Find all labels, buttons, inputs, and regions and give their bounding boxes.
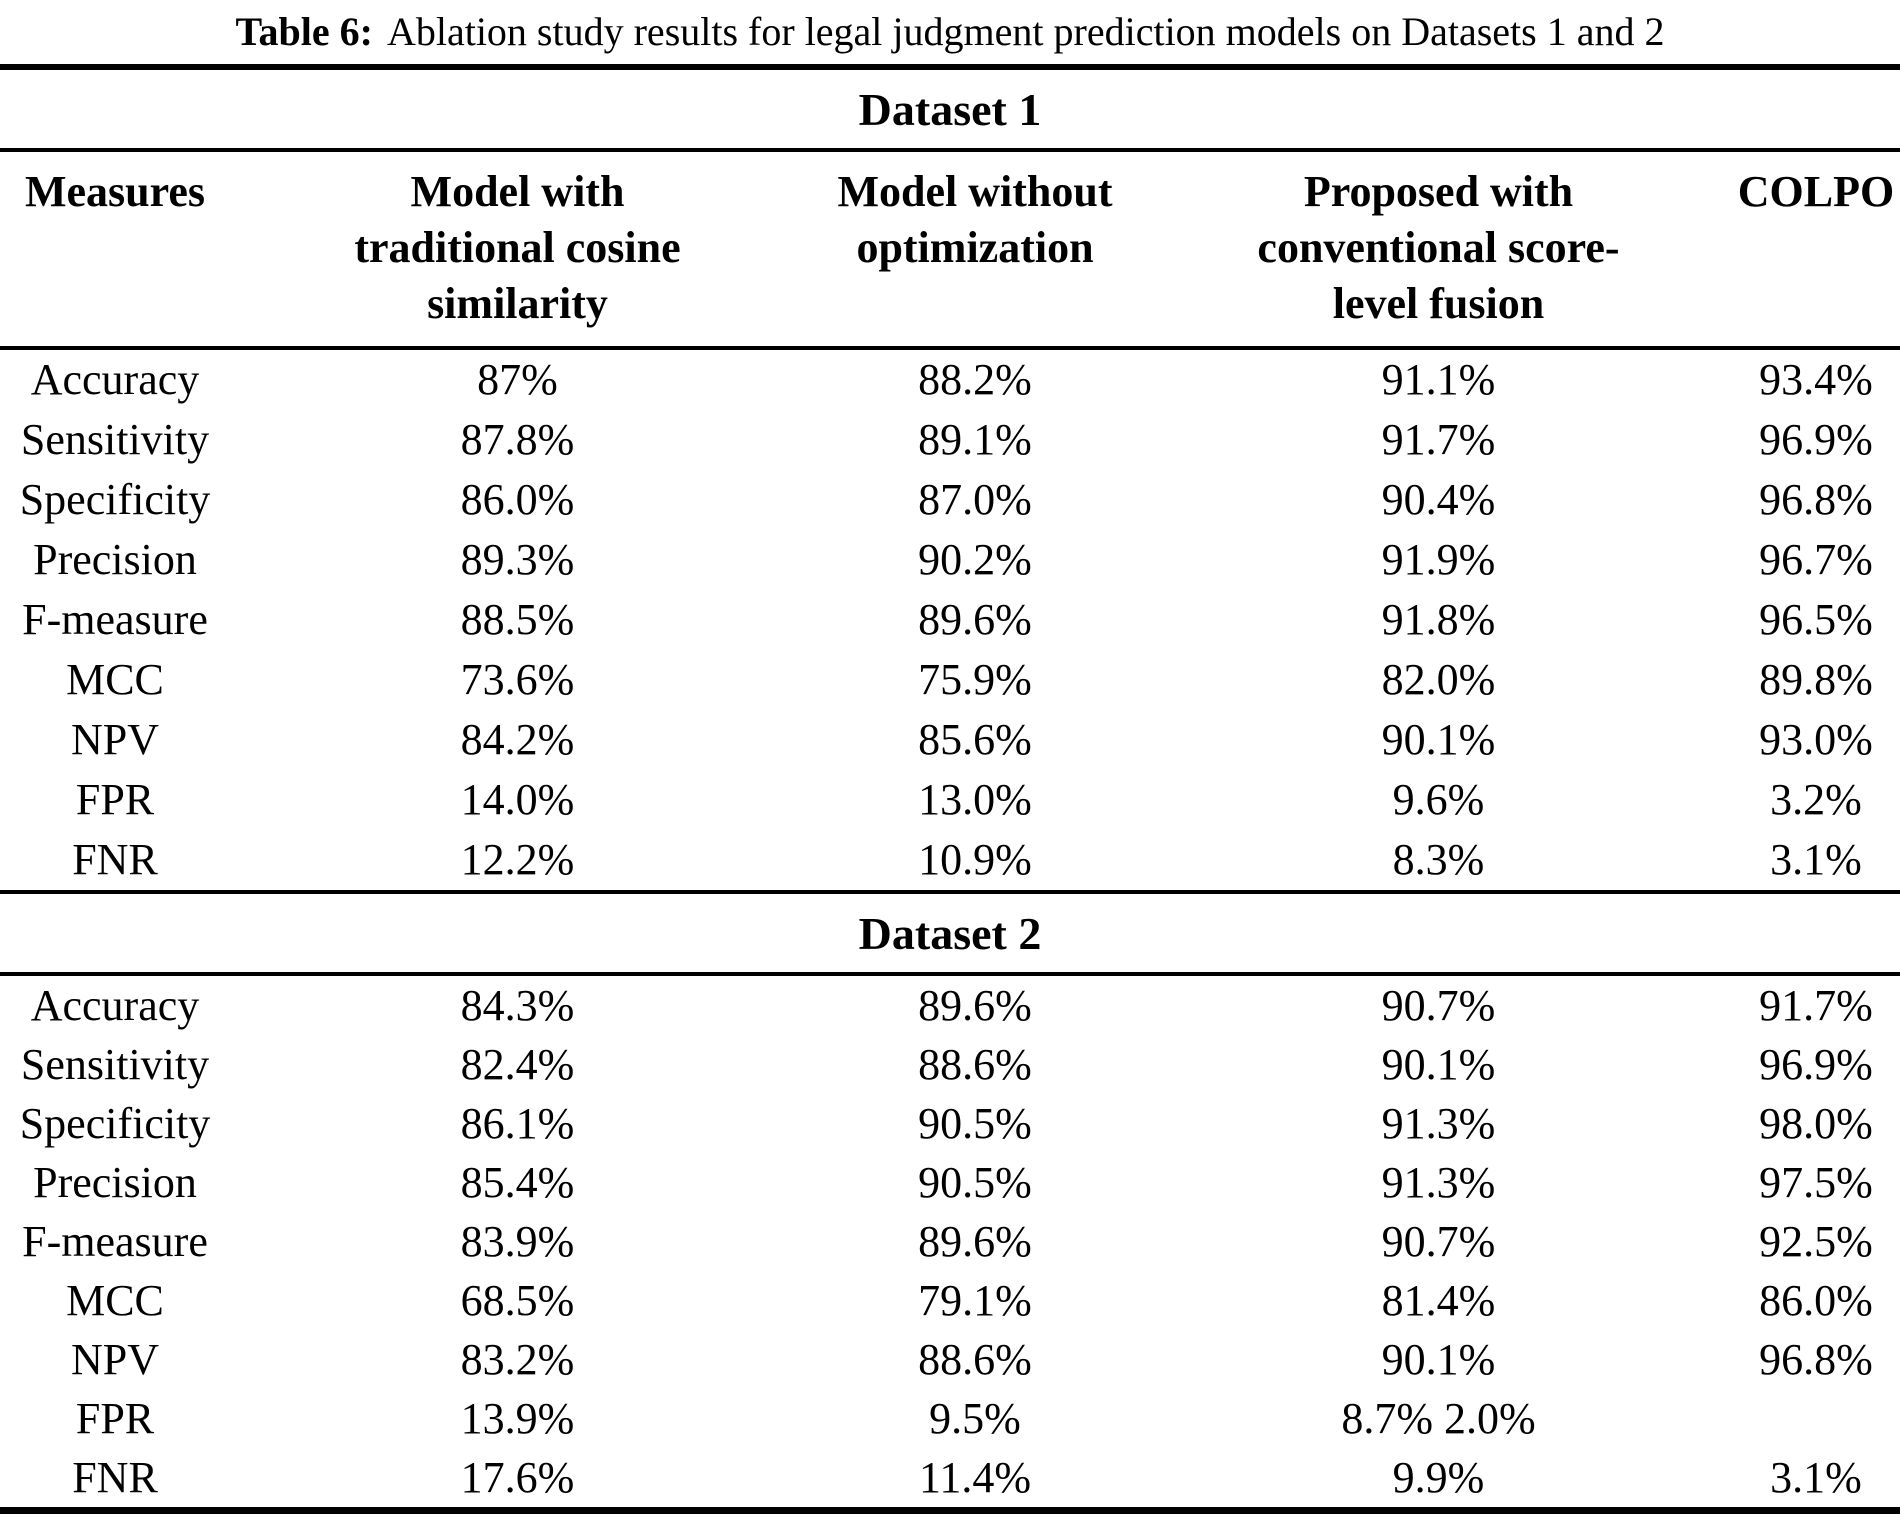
value-cell: 8.3% bbox=[1392, 835, 1485, 884]
value-cell: 3.2% bbox=[1770, 775, 1862, 824]
table-row-dataset-2-specificity bbox=[0, 1094, 1900, 1153]
value-cell: 82.4% bbox=[460, 1040, 575, 1089]
value-cell: 86.1% bbox=[460, 1099, 575, 1148]
table-row-dataset-1-mcc bbox=[0, 650, 1900, 710]
measure-label: F-measure bbox=[22, 595, 208, 644]
measure-label: FPR bbox=[75, 775, 155, 824]
column-header-measures: Measures bbox=[24, 167, 206, 216]
dataset-1-rows bbox=[0, 350, 1900, 890]
value-cell: 91.7% bbox=[1759, 981, 1873, 1030]
measure-label: Specificity bbox=[19, 1099, 211, 1148]
section-header-dataset-2: Dataset 2 bbox=[858, 908, 1042, 959]
value-cell: 89.8% bbox=[1759, 655, 1873, 704]
measure-label: Sensitivity bbox=[20, 415, 210, 464]
table-row-dataset-2-mcc bbox=[0, 1271, 1900, 1330]
table-row-dataset-1-fnr bbox=[0, 830, 1900, 890]
table-caption bbox=[0, 0, 1900, 64]
table-row-dataset-1-specificity bbox=[0, 470, 1900, 530]
measure-label: Accuracy bbox=[30, 981, 200, 1030]
value-cell: 73.6% bbox=[460, 655, 575, 704]
table-row-dataset-1-sensitivity bbox=[0, 410, 1900, 470]
measure-label: Specificity bbox=[19, 475, 211, 524]
value-cell: 89.6% bbox=[918, 595, 1032, 644]
value-cell: 88.6% bbox=[918, 1335, 1032, 1384]
table-row-dataset-2-fnr bbox=[0, 1448, 1900, 1507]
measure-label: Precision bbox=[33, 1158, 197, 1207]
value-cell: 91.1% bbox=[1381, 355, 1496, 404]
section-header-dataset-1: Dataset 1 bbox=[858, 84, 1042, 135]
value-cell: 79.1% bbox=[918, 1276, 1032, 1325]
value-cell: 13.0% bbox=[918, 775, 1032, 824]
value-cell: 90.1% bbox=[1381, 1335, 1496, 1384]
value-cell: 91.3% bbox=[1381, 1158, 1496, 1207]
value-cell: 82.0% bbox=[1381, 655, 1496, 704]
value-cell: 89.1% bbox=[918, 415, 1032, 464]
column-header-colpo: COLPO bbox=[1737, 167, 1895, 216]
value-cell: 13.9% bbox=[460, 1394, 575, 1443]
value-cell: 87% bbox=[477, 355, 558, 404]
table-row-dataset-2-f-measure bbox=[0, 1212, 1900, 1271]
value-cell: 8.7% 2.0% bbox=[1341, 1394, 1536, 1443]
value-cell: 90.2% bbox=[918, 535, 1032, 584]
value-cell: 98.0% bbox=[1759, 1099, 1873, 1148]
measure-label: NPV bbox=[70, 715, 160, 764]
value-cell: 90.7% bbox=[1381, 981, 1496, 1030]
value-cell: 3.1% bbox=[1770, 835, 1862, 884]
table-row-dataset-2-npv bbox=[0, 1330, 1900, 1389]
table-row-dataset-2-precision bbox=[0, 1153, 1900, 1212]
column-header-model-without-optimization: Model without optimization bbox=[837, 167, 1113, 272]
value-cell: 11.4% bbox=[918, 1453, 1032, 1502]
value-cell: 96.8% bbox=[1759, 1335, 1873, 1384]
value-cell: 9.6% bbox=[1392, 775, 1485, 824]
table-row-dataset-1-precision bbox=[0, 530, 1900, 590]
table-row-dataset-2-fpr bbox=[0, 1389, 1900, 1448]
measure-label: Accuracy bbox=[30, 355, 200, 404]
value-cell: 96.8% bbox=[1759, 475, 1873, 524]
value-cell: 97.5% bbox=[1759, 1158, 1873, 1207]
value-cell: 14.0% bbox=[460, 775, 575, 824]
measure-label: Precision bbox=[33, 535, 197, 584]
value-cell: 84.3% bbox=[460, 981, 575, 1030]
column-header-model-with-traditional-cosine-similarity: Model with traditional cosine similarity bbox=[354, 167, 681, 328]
value-cell: 89.6% bbox=[918, 1217, 1032, 1266]
value-cell: 9.5% bbox=[929, 1394, 1021, 1443]
value-cell: 3.1% bbox=[1770, 1453, 1862, 1502]
value-cell: 90.1% bbox=[1381, 1040, 1496, 1089]
value-cell: 84.2% bbox=[460, 715, 575, 764]
value-cell bbox=[1732, 1389, 1900, 1448]
value-cell: 96.5% bbox=[1759, 595, 1873, 644]
measure-label: MCC bbox=[66, 1276, 164, 1325]
value-cell: 96.7% bbox=[1759, 535, 1873, 584]
table-row-dataset-1-f-measure bbox=[0, 590, 1900, 650]
value-cell: 93.4% bbox=[1759, 355, 1873, 404]
value-cell: 9.9% bbox=[1392, 1453, 1485, 1502]
value-cell: 10.9% bbox=[918, 835, 1032, 884]
value-cell: 91.8% bbox=[1381, 595, 1496, 644]
value-cell: 87.0% bbox=[918, 475, 1032, 524]
table-row-dataset-1-fpr bbox=[0, 770, 1900, 830]
value-cell: 96.9% bbox=[1759, 1040, 1873, 1089]
value-cell: 87.8% bbox=[460, 415, 575, 464]
value-cell: 85.6% bbox=[918, 715, 1032, 764]
measure-label: FNR bbox=[72, 835, 158, 884]
table-caption-label: Table 6: bbox=[235, 9, 373, 54]
ablation-results-table bbox=[0, 64, 1900, 1514]
column-header-row bbox=[0, 152, 1900, 346]
value-cell: 93.0% bbox=[1759, 715, 1873, 764]
value-cell: 17.6% bbox=[460, 1453, 575, 1502]
value-cell: 81.4% bbox=[1381, 1276, 1496, 1325]
value-cell: 90.5% bbox=[918, 1099, 1032, 1148]
value-cell: 90.5% bbox=[918, 1158, 1032, 1207]
table-row-dataset-1-npv bbox=[0, 710, 1900, 770]
measure-label: FNR bbox=[72, 1453, 158, 1502]
table-caption-text: Ablation study results for legal judgment prediction models on Datasets 1 and 2 bbox=[386, 9, 1665, 54]
value-cell: 88.5% bbox=[460, 595, 575, 644]
value-cell: 91.9% bbox=[1381, 535, 1496, 584]
value-cell: 68.5% bbox=[460, 1276, 575, 1325]
table-row-dataset-2-sensitivity bbox=[0, 1035, 1900, 1094]
table-row-dataset-1-accuracy bbox=[0, 350, 1900, 410]
value-cell: 89.3% bbox=[460, 535, 575, 584]
value-cell: 91.3% bbox=[1381, 1099, 1496, 1148]
value-cell: 88.6% bbox=[918, 1040, 1032, 1089]
value-cell: 90.1% bbox=[1381, 715, 1496, 764]
value-cell: 96.9% bbox=[1759, 415, 1873, 464]
value-cell: 12.2% bbox=[460, 835, 575, 884]
table-row-dataset-2-accuracy bbox=[0, 976, 1900, 1035]
measure-label: Sensitivity bbox=[20, 1040, 210, 1089]
dataset-2-rows bbox=[0, 976, 1900, 1507]
measure-label: NPV bbox=[70, 1335, 160, 1384]
value-cell: 86.0% bbox=[1759, 1276, 1873, 1325]
value-cell: 89.6% bbox=[918, 981, 1032, 1030]
value-cell: 86.0% bbox=[460, 475, 575, 524]
value-cell: 92.5% bbox=[1759, 1217, 1873, 1266]
value-cell: 83.2% bbox=[460, 1335, 575, 1384]
value-cell: 83.9% bbox=[460, 1217, 575, 1266]
value-cell: 75.9% bbox=[918, 655, 1032, 704]
value-cell: 90.7% bbox=[1381, 1217, 1496, 1266]
column-header-proposed-with-conventional-score-level-fusion: Proposed with conventional score-level fusion bbox=[1257, 167, 1620, 328]
table-bottom-rule bbox=[0, 1507, 1900, 1514]
value-cell: 85.4% bbox=[460, 1158, 575, 1207]
value-cell: 91.7% bbox=[1381, 415, 1496, 464]
value-cell: 90.4% bbox=[1381, 475, 1496, 524]
measure-label: MCC bbox=[66, 655, 164, 704]
measure-label: FPR bbox=[75, 1394, 155, 1443]
value-cell: 88.2% bbox=[918, 355, 1032, 404]
measure-label: F-measure bbox=[22, 1217, 208, 1266]
